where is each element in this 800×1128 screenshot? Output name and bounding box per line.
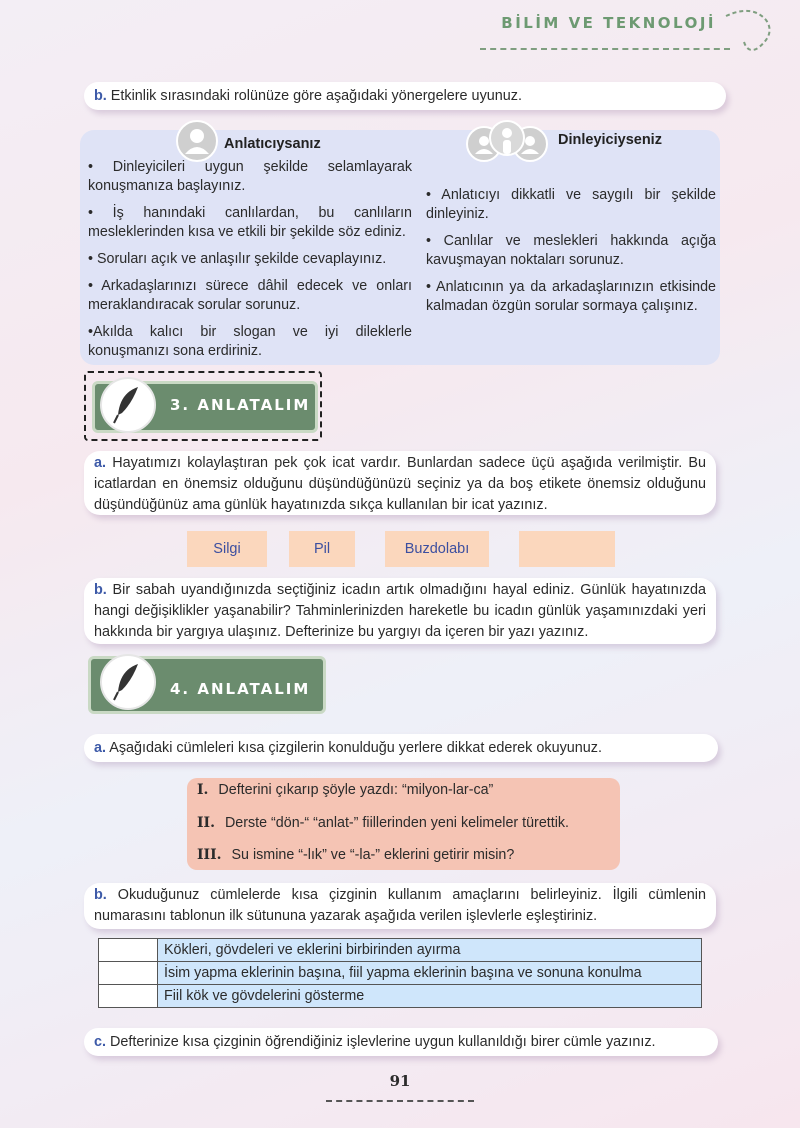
instruction-text: Etkinlik sırasındaki rolünüze göre aşağıdaki yönergelere uyunuz. [110,88,522,104]
item-label: b. [94,582,107,598]
sentence-row [197,782,493,798]
narrator-item: •Akılda kalıcı bir slogan ve iyi dileklerle konuşmanızı sona erdiriniz. [88,324,412,359]
question-text: Hayatımızı kolaylaştıran pek çok icat vardır. Bunlardan sadece üçü aşağıda verilmiştir. Bu icatlardan en önemsiz olduğunu düşündüğünüzü seçiniz ya da boş etikete önemsiz olduğunu düşündüğünüz ama günlük hayatınızda sıkça kullanılan bir icat yazınız. [94,455,707,513]
question-text: Defterinize kısa çizginin öğrendiğiniz işlevlerine uygun kullanıldığı birer cümle yazınız. [110,1034,656,1050]
invention-tag-pil: Pil [289,531,355,567]
section-4-title: 4. ANLATALIM [170,680,311,698]
narrator-icon [176,120,218,162]
listeners-icon [462,120,552,162]
invention-tag-blank[interactable] [519,531,615,567]
sentence-text: Derste “dön-“ “anlat-” fiillerinden yeni kelimeler türettik. [224,815,570,831]
sentence-number: III. [197,847,222,863]
sentence-number: II. [197,815,215,831]
narrator-item: • Soruları açık ve anlaşılır şekilde cevaplayınız. [88,251,387,267]
header-divider [480,48,730,50]
table-row [99,962,702,985]
listener-title: Dinleyiciyseniz [558,132,662,148]
table-function-cell: Kökleri, gövdeleri ve eklerini birbirinden ayırma [158,939,702,962]
section-3-question-a [84,451,716,515]
section-4-question-a [84,734,718,762]
item-label: b. [94,887,107,903]
sentence-text: Su ismine “-lık” ve “-la-” eklerini getirir misin? [231,847,515,863]
invention-tag-buzdolabi: Buzdolabı [385,531,489,567]
footer-divider [326,1100,474,1102]
table-number-cell[interactable] [99,985,158,1008]
feather-icon [100,654,156,710]
listener-item: • Anlatıcıyı dikkatli ve saygılı bir şekilde dinleyiniz. [426,187,716,222]
item-label: c. [94,1034,107,1050]
question-text: Bir sabah uyandığınızda seçtiğiniz icadın artık olmadığını hayal ediniz. Günlük hayatınızda hangi değişiklikler yaşanabilir? Tahminlerinizden hareketle bu icadın günlük yaşamınızdaki yeri hakkında bir yargıya ulaşınız. Defterinize bu yargıyı da içeren bir yazı yazınız. [94,582,706,640]
section-3-question-b [84,578,716,644]
listener-item: • Anlatıcının ya da arkadaşlarınızın etkisinde kalmadan özgün sorular sormaya çalışınız. [426,279,716,314]
section-3-title: 3. ANLATALIM [170,396,311,414]
sentence-number: I. [197,782,209,798]
page-number: 91 [389,1072,411,1090]
narrator-list [88,158,412,369]
sentence-row [197,815,569,831]
table-row [99,939,702,962]
listener-list [426,186,716,324]
narrator-item: • Arkadaşlarınızı sürece dâhil edecek ve onları meraklandıracak sorular sorunuz. [88,278,412,313]
narrator-item: • İş hanındaki canlılardan, bu canlıların mesleklerinden kısa ve etkili bir şekilde söz ediniz. [88,205,412,240]
question-text: Okuduğunuz cümlelerde kısa çizginin kullanım amaçlarını belirleyiniz. İlgili cümlenin numarasını tablonun ilk sütununa yazarak aşağıda verilen işlevlerle eşleştiriniz. [94,887,706,924]
feather-icon [100,377,156,433]
matching-table [98,938,702,1008]
narrator-item: • Dinleyicileri uygun şekilde selamlayarak konuşmanıza başlayınız. [88,159,412,194]
item-label: b. [94,88,107,104]
invention-tag-silgi: Silgi [187,531,267,567]
sentence-text: Defterini çıkarıp şöyle yazdı: “milyon-lar-ca” [218,782,494,798]
item-label: a. [94,455,107,471]
table-number-cell[interactable] [99,962,158,985]
question-text: Aşağıdaki cümleleri kısa çizgilerin konulduğu yerlere dikkat ederek okuyunuz. [109,740,602,756]
page-header-title: BİLİM VE TEKNOLOJİ [501,14,716,32]
item-label: a. [94,740,107,756]
table-function-cell: İsim yapma eklerinin başına, fiil yapma eklerinin başına ve sonuna konulma [158,962,702,985]
sentence-row [197,847,514,863]
table-function-cell: Fiil kök ve gövdelerini gösterme [158,985,702,1008]
table-number-cell[interactable] [99,939,158,962]
role-instruction [84,82,726,110]
section-4-question-b [84,883,716,929]
section-4-question-c [84,1028,718,1056]
header-curl-decoration [722,8,778,54]
table-row [99,985,702,1008]
sentences-box [187,778,620,870]
listener-item: • Canlılar ve meslekleri hakkında açığa kavuşmayan noktaları sorunuz. [426,233,716,268]
narrator-title: Anlatıcıysanız [224,136,321,152]
